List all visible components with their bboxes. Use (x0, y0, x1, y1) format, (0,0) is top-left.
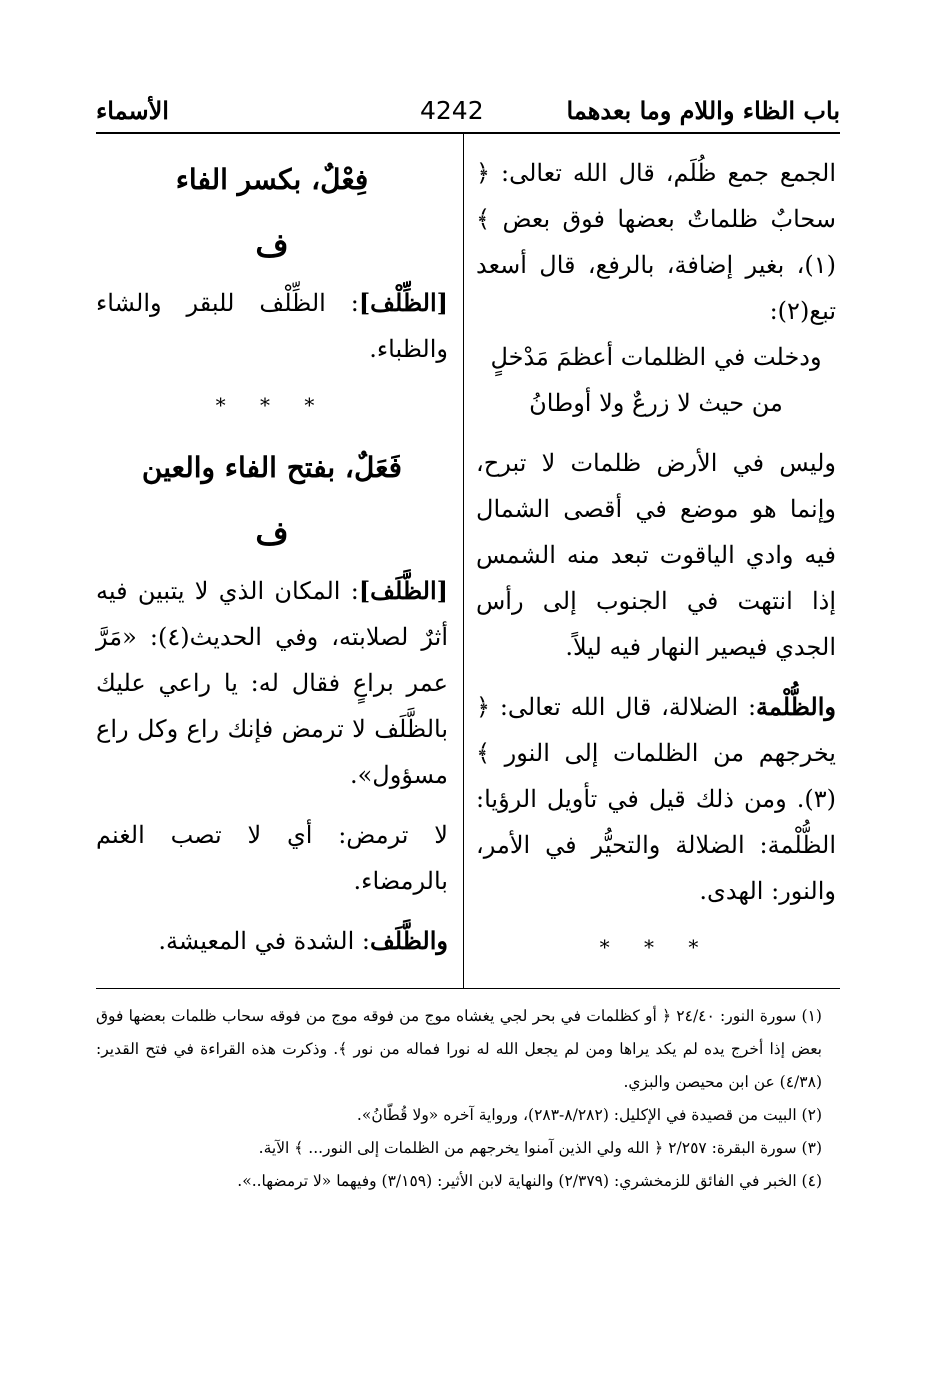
entry-text: : المكان الذي لا يتبين فيه أثرٌ لصلابته، وفي الحديث(٤): «مَرَّ عمر براعٍ فقال له: يا راعي عليك بالظَّلَف لا ترمض فإنك راع وكل راع مسؤول». (96, 577, 449, 789)
letter-heading: ف (255, 226, 289, 264)
footnotes (96, 1000, 822, 1198)
footnote-rule (96, 988, 840, 989)
entry-term: والظَّلَف (369, 926, 448, 955)
footnote: (٤) الخبر في الفائق للزمخشري: (٢/٣٧٩) والنهاية لابن الأثير: (٣/١٥٩) وفيهما «لا ترمضها..». (237, 1172, 822, 1190)
entry (96, 568, 448, 798)
entry (476, 684, 836, 914)
paragraph: لا ترمض: أي لا تصب الغنم بالرمضاء. (96, 821, 448, 895)
letter-heading: ف (255, 514, 289, 552)
left-column (96, 150, 448, 964)
poem-verse: ودخلت في الظلمات أعظمَ مَدْخلٍ (490, 343, 822, 371)
paragraph: الجمع جمع ظُلَم، قال الله تعالى: ﴿ سحابٌ ظلماتٌ بعضها فوق بعض ﴾(١)، بغير إضافة، بالرفع، قال أسعد تبع(٢): (476, 159, 836, 325)
footnote: (١) سورة النور: ٢٤/٤٠ ﴿ أو كظلمات في بحر لجي يغشاه موج من فوقه موج من فوقه سحاب ظلمات بعضها فوق بعض إذا أخرج يده لم يكد يراها ومن لم يجعل الله له نورا فماله من نور ﴾. وذكرت هذه القراءة في فتح القدير: (٤/٣٨) عن ابن محيصن والبزي. (96, 1007, 822, 1091)
entry (96, 280, 448, 372)
right-column (476, 150, 836, 980)
footnote: (٣) سورة البقرة: ٢/٢٥٧ ﴿ الله ولي الذين آمنوا يخرجهم من الظلمات إلى النور... ﴾ الآية. (258, 1139, 822, 1157)
section-heading: فَعَلٌ، بفتح الفاء والعين (141, 451, 403, 484)
column-divider (463, 133, 464, 988)
entry-text: : الظِّلْف للبقر والشاء والظباء. (96, 289, 448, 363)
entry (96, 918, 448, 964)
entry-term: [الظِّلْف] (358, 288, 448, 317)
poem-verse: من حيث لا زرعٌ ولا أوطانُ (529, 389, 783, 417)
header-rule (96, 132, 840, 134)
section-title: الأسماء (96, 96, 169, 125)
page-number: 4242 (420, 96, 484, 125)
paragraph: وليس في الأرض ظلمات لا تبرح، وإنما هو موضع في أقصى الشمال فيه وادي الياقوت تبعد منه الشمس إذا انتهت في الجنوب إلى رأس الجدي فيصير النهار فيه ليلاً. (476, 449, 836, 661)
entry-term: والظُّلْمة (756, 692, 836, 721)
chapter-title: باب الظاء واللام وما بعدهما (566, 96, 840, 125)
section-heading: فِعْلٌ، بكسر الفاء (175, 163, 369, 196)
entry-term: [الظَّلَف] (358, 576, 448, 605)
section-separator: * * * (215, 393, 329, 417)
section-separator: * * * (599, 935, 713, 959)
entry-text: : الشدة في المعيشة. (158, 927, 370, 955)
entry-text: : الضلالة، قال الله تعالى: ﴿ يخرجهم من الظلمات إلى النور ﴾(٣). ومن ذلك قيل في تأويل الرؤيا: الظُّلْمة: الضلالة والتحيُّر في الأمر، والنور: الهدى. (476, 693, 836, 905)
footnote: (٢) البيت من قصيدة في الإكليل: (٨/٢٨٢-٢٨٣)، ورواية آخره «ولا قُطّانُ». (356, 1106, 822, 1124)
